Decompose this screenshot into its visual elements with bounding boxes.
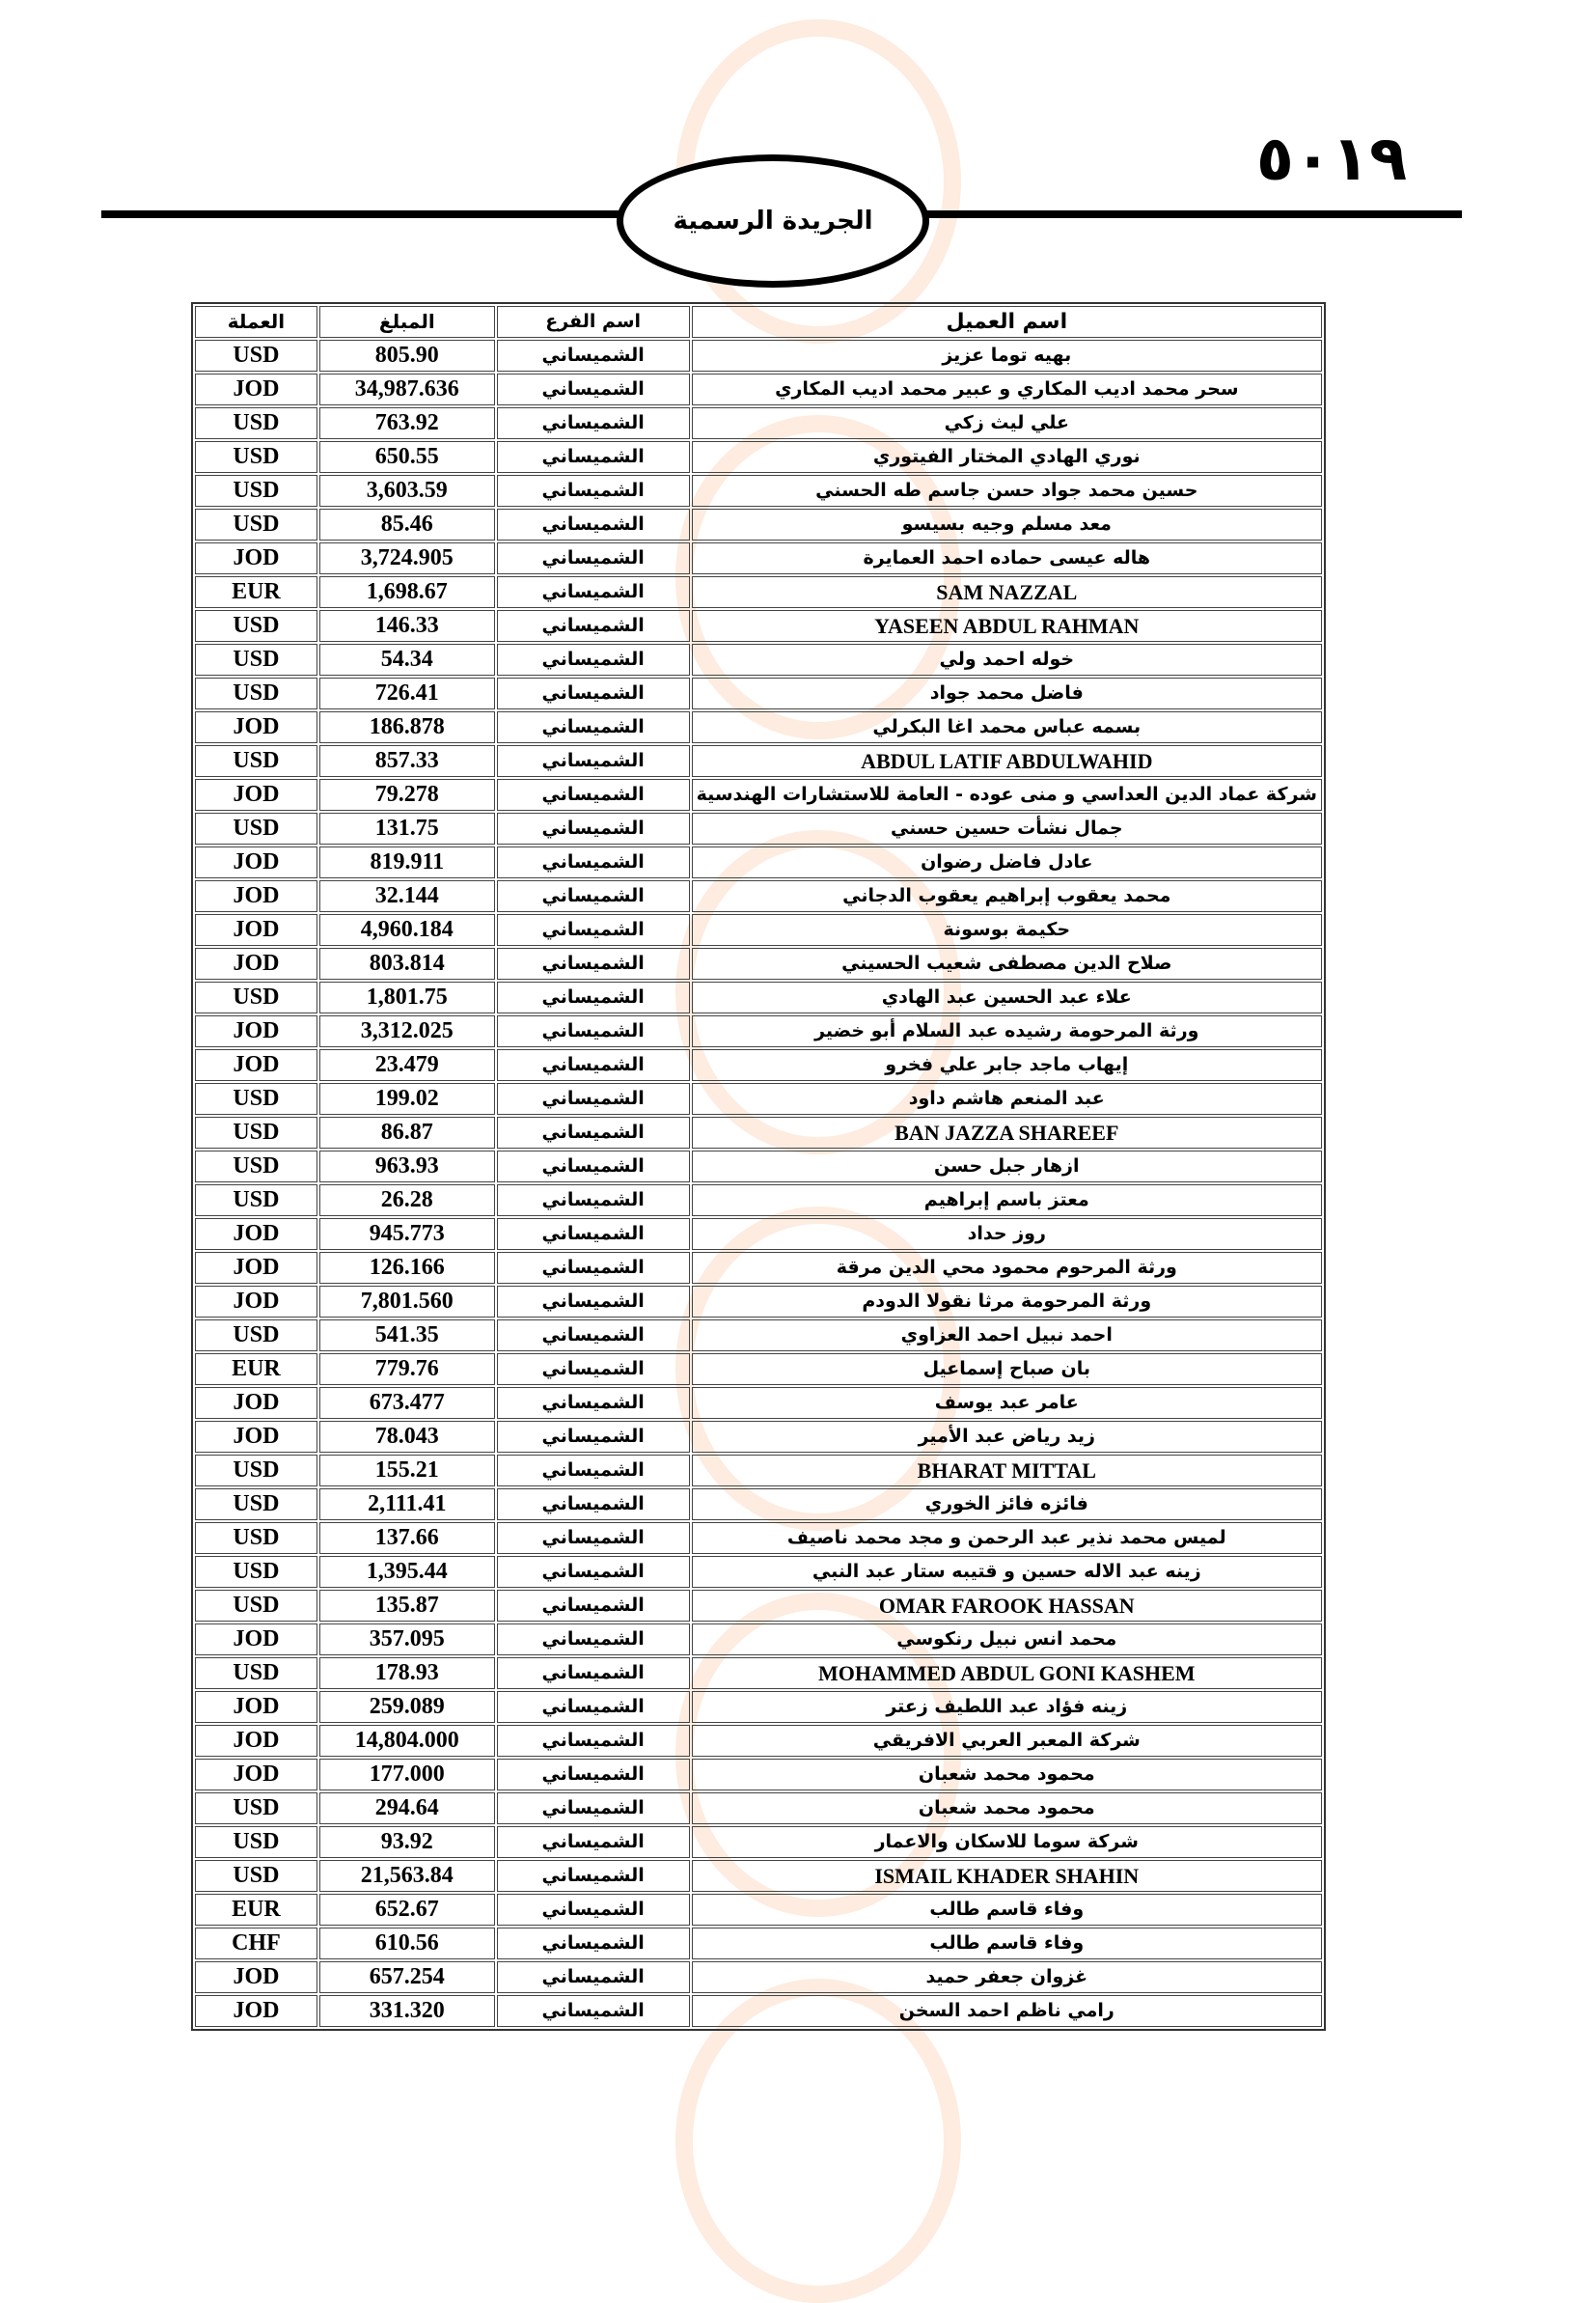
client-name-cell: عادل فاضل رضوان	[692, 846, 1322, 878]
table-row	[195, 610, 1322, 642]
column-header-branch: اسم الفرع	[497, 306, 690, 338]
currency-cell: JOD	[195, 948, 317, 980]
currency-cell: JOD	[195, 542, 317, 574]
branch-cell: الشميساني	[497, 475, 690, 507]
column-header-currency: العملة	[195, 306, 317, 338]
amount-cell: 26.28	[319, 1184, 495, 1216]
amount-cell: 155.21	[319, 1455, 495, 1486]
branch-cell: الشميساني	[497, 509, 690, 541]
amount-cell: 14,804.000	[319, 1725, 495, 1757]
table-row	[195, 1623, 1322, 1655]
currency-cell: USD	[195, 610, 317, 642]
currency-cell: USD	[195, 1860, 317, 1892]
table-row	[195, 1792, 1322, 1824]
table-row	[195, 1117, 1322, 1149]
client-name-cell: فاضل محمد جواد	[692, 678, 1322, 709]
client-name-cell: وفاء قاسم طالب	[692, 1928, 1322, 1959]
table-row	[195, 1184, 1322, 1216]
currency-cell: JOD	[195, 1049, 317, 1081]
currency-cell: USD	[195, 644, 317, 676]
amount-cell: 726.41	[319, 678, 495, 709]
currency-cell: USD	[195, 340, 317, 372]
table-row	[195, 1928, 1322, 1959]
currency-cell: EUR	[195, 1894, 317, 1926]
client-name-cell: فائزه فائز الخوري	[692, 1488, 1322, 1520]
branch-cell: الشميساني	[497, 880, 690, 912]
currency-cell: USD	[195, 813, 317, 845]
client-name-cell: إيهاب ماجد جابر علي فخرو	[692, 1049, 1322, 1081]
branch-cell: الشميساني	[497, 1117, 690, 1149]
table-row	[195, 1151, 1322, 1182]
table-row	[195, 1826, 1322, 1858]
table-row	[195, 711, 1322, 743]
branch-cell: الشميساني	[497, 1421, 690, 1453]
amount-cell: 3,603.59	[319, 475, 495, 507]
branch-cell: الشميساني	[497, 1286, 690, 1318]
amount-cell: 54.34	[319, 644, 495, 676]
publication-title-oval	[617, 154, 929, 288]
client-name-cell: بهيه توما عزيز	[692, 340, 1322, 372]
currency-cell: USD	[195, 1826, 317, 1858]
amount-cell: 657.254	[319, 1961, 495, 1993]
currency-cell: JOD	[195, 1691, 317, 1723]
currency-cell: JOD	[195, 1252, 317, 1284]
branch-cell: الشميساني	[497, 1387, 690, 1419]
client-name-cell: شركة سوما للاسكان والاعمار	[692, 1826, 1322, 1858]
currency-cell: USD	[195, 1117, 317, 1149]
amount-cell: 86.87	[319, 1117, 495, 1149]
amount-cell: 331.320	[319, 1995, 495, 2027]
amount-cell: 652.67	[319, 1894, 495, 1926]
client-name-cell: شركة المعبر العربي الافريقي	[692, 1725, 1322, 1757]
clients-table	[191, 302, 1326, 2031]
client-name-cell: نوري الهادي المختار الفيتوري	[692, 441, 1322, 473]
currency-cell: USD	[195, 1319, 317, 1351]
amount-cell: 259.089	[319, 1691, 495, 1723]
branch-cell: الشميساني	[497, 644, 690, 676]
currency-cell: JOD	[195, 914, 317, 946]
currency-cell: JOD	[195, 1421, 317, 1453]
table-row	[195, 678, 1322, 709]
amount-cell: 23.479	[319, 1049, 495, 1081]
amount-cell: 803.814	[319, 948, 495, 980]
branch-cell: الشميساني	[497, 1961, 690, 1993]
branch-cell: الشميساني	[497, 1657, 690, 1689]
client-name-cell: زيد رياض عبد الأمير	[692, 1421, 1322, 1453]
client-name-cell: محمد انس نبيل رنكوسي	[692, 1623, 1322, 1655]
amount-cell: 186.878	[319, 711, 495, 743]
branch-cell: الشميساني	[497, 374, 690, 405]
table-row	[195, 745, 1322, 777]
branch-cell: الشميساني	[497, 813, 690, 845]
amount-cell: 673.477	[319, 1387, 495, 1419]
amount-cell: 945.773	[319, 1218, 495, 1250]
branch-cell: الشميساني	[497, 1015, 690, 1047]
amount-cell: 146.33	[319, 610, 495, 642]
client-name-cell: زينه عبد الاله حسين و قتيبه ستار عبد النبي	[692, 1556, 1322, 1588]
currency-cell: JOD	[195, 1218, 317, 1250]
currency-cell: USD	[195, 982, 317, 1013]
branch-cell: الشميساني	[497, 1759, 690, 1790]
currency-cell: USD	[195, 1151, 317, 1182]
amount-cell: 79.278	[319, 779, 495, 811]
table-header-row	[195, 306, 1322, 338]
table-row	[195, 982, 1322, 1013]
branch-cell: الشميساني	[497, 1353, 690, 1385]
branch-cell: الشميساني	[497, 1623, 690, 1655]
branch-cell: الشميساني	[497, 779, 690, 811]
amount-cell: 3,724.905	[319, 542, 495, 574]
amount-cell: 78.043	[319, 1421, 495, 1453]
client-name-cell: OMAR FAROOK HASSAN	[692, 1590, 1322, 1622]
branch-cell: الشميساني	[497, 542, 690, 574]
amount-cell: 650.55	[319, 441, 495, 473]
client-name-cell: وفاء قاسم طالب	[692, 1894, 1322, 1926]
table-row	[195, 1015, 1322, 1047]
client-name-cell: ازهار جبل حسن	[692, 1151, 1322, 1182]
table-row	[195, 1894, 1322, 1926]
branch-cell: الشميساني	[497, 1826, 690, 1858]
amount-cell: 137.66	[319, 1522, 495, 1554]
table-row	[195, 1860, 1322, 1892]
currency-cell: USD	[195, 1083, 317, 1115]
client-name-cell: لميس محمد نذير عبد الرحمن و مجد محمد ناصيف	[692, 1522, 1322, 1554]
branch-cell: الشميساني	[497, 678, 690, 709]
client-name-cell: صلاح الدين مصطفى شعيب الحسيني	[692, 948, 1322, 980]
amount-cell: 1,698.67	[319, 576, 495, 608]
branch-cell: الشميساني	[497, 1556, 690, 1588]
currency-cell: JOD	[195, 1725, 317, 1757]
client-name-cell: SAM NAZZAL	[692, 576, 1322, 608]
currency-cell: JOD	[195, 1015, 317, 1047]
currency-cell: USD	[195, 1455, 317, 1486]
amount-cell: 1,801.75	[319, 982, 495, 1013]
table-row	[195, 1218, 1322, 1250]
amount-cell: 963.93	[319, 1151, 495, 1182]
amount-cell: 199.02	[319, 1083, 495, 1115]
client-name-cell: علاء عبد الحسين عبد الهادي	[692, 982, 1322, 1013]
client-name-cell: عبد المنعم هاشم داود	[692, 1083, 1322, 1115]
client-name-cell: جمال نشأت حسين حسني	[692, 813, 1322, 845]
amount-cell: 610.56	[319, 1928, 495, 1959]
table-row	[195, 779, 1322, 811]
branch-cell: الشميساني	[497, 745, 690, 777]
table-row	[195, 1488, 1322, 1520]
table-row	[195, 1657, 1322, 1689]
branch-cell: الشميساني	[497, 1488, 690, 1520]
table-row	[195, 1590, 1322, 1622]
table-row	[195, 576, 1322, 608]
amount-cell: 21,563.84	[319, 1860, 495, 1892]
column-header-amount: المبلغ	[319, 306, 495, 338]
amount-cell: 131.75	[319, 813, 495, 845]
client-name-cell: MOHAMMED ABDUL GONI KASHEM	[692, 1657, 1322, 1689]
branch-cell: الشميساني	[497, 948, 690, 980]
table-row	[195, 1556, 1322, 1588]
amount-cell: 1,395.44	[319, 1556, 495, 1588]
table-row	[195, 1759, 1322, 1790]
amount-cell: 857.33	[319, 745, 495, 777]
table-row	[195, 1319, 1322, 1351]
client-name-cell: معد مسلم وجيه بسيسو	[692, 509, 1322, 541]
table-row	[195, 1522, 1322, 1554]
branch-cell: الشميساني	[497, 1928, 690, 1959]
amount-cell: 7,801.560	[319, 1286, 495, 1318]
amount-cell: 2,111.41	[319, 1488, 495, 1520]
table-row	[195, 1353, 1322, 1385]
client-name-cell: غزوان جعفر حميد	[692, 1961, 1322, 1993]
currency-cell: CHF	[195, 1928, 317, 1959]
branch-cell: الشميساني	[497, 1049, 690, 1081]
publication-title: الجريدة الرسمية	[673, 207, 873, 236]
amount-cell: 357.095	[319, 1623, 495, 1655]
branch-cell: الشميساني	[497, 1894, 690, 1926]
client-name-cell: محمود محمد شعبان	[692, 1792, 1322, 1824]
client-name-cell: YASEEN ABDUL RAHMAN	[692, 610, 1322, 642]
table-row	[195, 340, 1322, 372]
currency-cell: EUR	[195, 576, 317, 608]
currency-cell: USD	[195, 1590, 317, 1622]
currency-cell: USD	[195, 475, 317, 507]
client-name-cell: علي ليث زكي	[692, 407, 1322, 439]
table-row	[195, 542, 1322, 574]
table-row	[195, 509, 1322, 541]
branch-cell: الشميساني	[497, 1691, 690, 1723]
currency-cell: USD	[195, 509, 317, 541]
branch-cell: الشميساني	[497, 711, 690, 743]
amount-cell: 177.000	[319, 1759, 495, 1790]
column-header-client: اسم العميل	[692, 306, 1322, 338]
client-name-cell: حكيمة بوسونة	[692, 914, 1322, 946]
table-row	[195, 948, 1322, 980]
amount-cell: 34,987.636	[319, 374, 495, 405]
table-row	[195, 846, 1322, 878]
branch-cell: الشميساني	[497, 1252, 690, 1284]
branch-cell: الشميساني	[497, 1455, 690, 1486]
branch-cell: الشميساني	[497, 846, 690, 878]
client-name-cell: ورثة المرحومة مرثا نقولا الدودم	[692, 1286, 1322, 1318]
amount-cell: 3,312.025	[319, 1015, 495, 1047]
branch-cell: الشميساني	[497, 576, 690, 608]
table-row	[195, 1421, 1322, 1453]
currency-cell: USD	[195, 1556, 317, 1588]
client-name-cell: ورثة المرحومة رشيده عبد السلام أبو خضير	[692, 1015, 1322, 1047]
currency-cell: JOD	[195, 1995, 317, 2027]
amount-cell: 541.35	[319, 1319, 495, 1351]
amount-cell: 294.64	[319, 1792, 495, 1824]
branch-cell: الشميساني	[497, 1218, 690, 1250]
branch-cell: الشميساني	[497, 982, 690, 1013]
branch-cell: الشميساني	[497, 610, 690, 642]
currency-cell: USD	[195, 1657, 317, 1689]
amount-cell: 32.144	[319, 880, 495, 912]
table-row	[195, 407, 1322, 439]
currency-cell: JOD	[195, 880, 317, 912]
currency-cell: USD	[195, 1522, 317, 1554]
client-name-cell: عامر عبد يوسف	[692, 1387, 1322, 1419]
client-name-cell: احمد نبيل احمد العزاوي	[692, 1319, 1322, 1351]
branch-cell: الشميساني	[497, 1860, 690, 1892]
currency-cell: JOD	[195, 846, 317, 878]
table-row	[195, 1455, 1322, 1486]
amount-cell: 4,960.184	[319, 914, 495, 946]
currency-cell: USD	[195, 1488, 317, 1520]
currency-cell: JOD	[195, 374, 317, 405]
amount-cell: 763.92	[319, 407, 495, 439]
client-name-cell: ورثة المرحوم محمود محي الدين مرقة	[692, 1252, 1322, 1284]
client-name-cell: زينه فؤاد عبد اللطيف زعتر	[692, 1691, 1322, 1723]
table-row	[195, 1725, 1322, 1757]
client-name-cell: بان صباح إسماعيل	[692, 1353, 1322, 1385]
amount-cell: 126.166	[319, 1252, 495, 1284]
currency-cell: JOD	[195, 1961, 317, 1993]
amount-cell: 135.87	[319, 1590, 495, 1622]
amount-cell: 819.911	[319, 846, 495, 878]
currency-cell: JOD	[195, 1759, 317, 1790]
client-name-cell: خوله احمد ولي	[692, 644, 1322, 676]
client-name-cell: هاله عيسى حماده احمد العمايرة	[692, 542, 1322, 574]
branch-cell: الشميساني	[497, 1725, 690, 1757]
client-name-cell: رامي ناظم احمد السخن	[692, 1995, 1322, 2027]
amount-cell: 93.92	[319, 1826, 495, 1858]
client-name-cell: معتز باسم إبراهيم	[692, 1184, 1322, 1216]
amount-cell: 178.93	[319, 1657, 495, 1689]
client-name-cell: بسمه عباس محمد اغا البكرلي	[692, 711, 1322, 743]
currency-cell: JOD	[195, 1286, 317, 1318]
page-number: ٥٠١٩	[1255, 124, 1408, 195]
client-name-cell: حسين محمد جواد حسن جاسم طه الحسني	[692, 475, 1322, 507]
table-row	[195, 1387, 1322, 1419]
currency-cell: USD	[195, 745, 317, 777]
currency-cell: USD	[195, 678, 317, 709]
table-row	[195, 1691, 1322, 1723]
table-row	[195, 914, 1322, 946]
amount-cell: 805.90	[319, 340, 495, 372]
branch-cell: الشميساني	[497, 1319, 690, 1351]
table-row	[195, 1995, 1322, 2027]
branch-cell: الشميساني	[497, 1184, 690, 1216]
table-row	[195, 880, 1322, 912]
currency-cell: JOD	[195, 1623, 317, 1655]
table-row	[195, 644, 1322, 676]
table-row	[195, 1961, 1322, 1993]
branch-cell: الشميساني	[497, 914, 690, 946]
table-row	[195, 1083, 1322, 1115]
client-name-cell: شركة عماد الدين العداسي و منى عوده - العامة للاستشارات الهندسية	[692, 779, 1322, 811]
amount-cell: 85.46	[319, 509, 495, 541]
table-row	[195, 1252, 1322, 1284]
amount-cell: 779.76	[319, 1353, 495, 1385]
table-row	[195, 1286, 1322, 1318]
currency-cell: JOD	[195, 1387, 317, 1419]
branch-cell: الشميساني	[497, 441, 690, 473]
client-name-cell: ABDUL LATIF ABDULWAHID	[692, 745, 1322, 777]
table-row	[195, 374, 1322, 405]
branch-cell: الشميساني	[497, 1522, 690, 1554]
currency-cell: EUR	[195, 1353, 317, 1385]
currency-cell: USD	[195, 1792, 317, 1824]
client-name-cell: محمود محمد شعبان	[692, 1759, 1322, 1790]
table-row	[195, 1049, 1322, 1081]
client-name-cell: محمد يعقوب إبراهيم يعقوب الدجاني	[692, 880, 1322, 912]
client-name-cell: سحر محمد اديب المكاري و عبير محمد اديب المكاري	[692, 374, 1322, 405]
client-name-cell: BHARAT MITTAL	[692, 1455, 1322, 1486]
branch-cell: الشميساني	[497, 1590, 690, 1622]
currency-cell: USD	[195, 1184, 317, 1216]
table-row	[195, 441, 1322, 473]
currency-cell: JOD	[195, 711, 317, 743]
client-name-cell: BAN JAZZA SHAREEF	[692, 1117, 1322, 1149]
client-name-cell: ISMAIL KHADER SHAHIN	[692, 1860, 1322, 1892]
table-row	[195, 813, 1322, 845]
table-row	[195, 475, 1322, 507]
currency-cell: JOD	[195, 779, 317, 811]
branch-cell: الشميساني	[497, 1792, 690, 1824]
branch-cell: الشميساني	[497, 407, 690, 439]
currency-cell: USD	[195, 441, 317, 473]
client-name-cell: روز حداد	[692, 1218, 1322, 1250]
branch-cell: الشميساني	[497, 1995, 690, 2027]
branch-cell: الشميساني	[497, 340, 690, 372]
currency-cell: USD	[195, 407, 317, 439]
branch-cell: الشميساني	[497, 1083, 690, 1115]
branch-cell: الشميساني	[497, 1151, 690, 1182]
